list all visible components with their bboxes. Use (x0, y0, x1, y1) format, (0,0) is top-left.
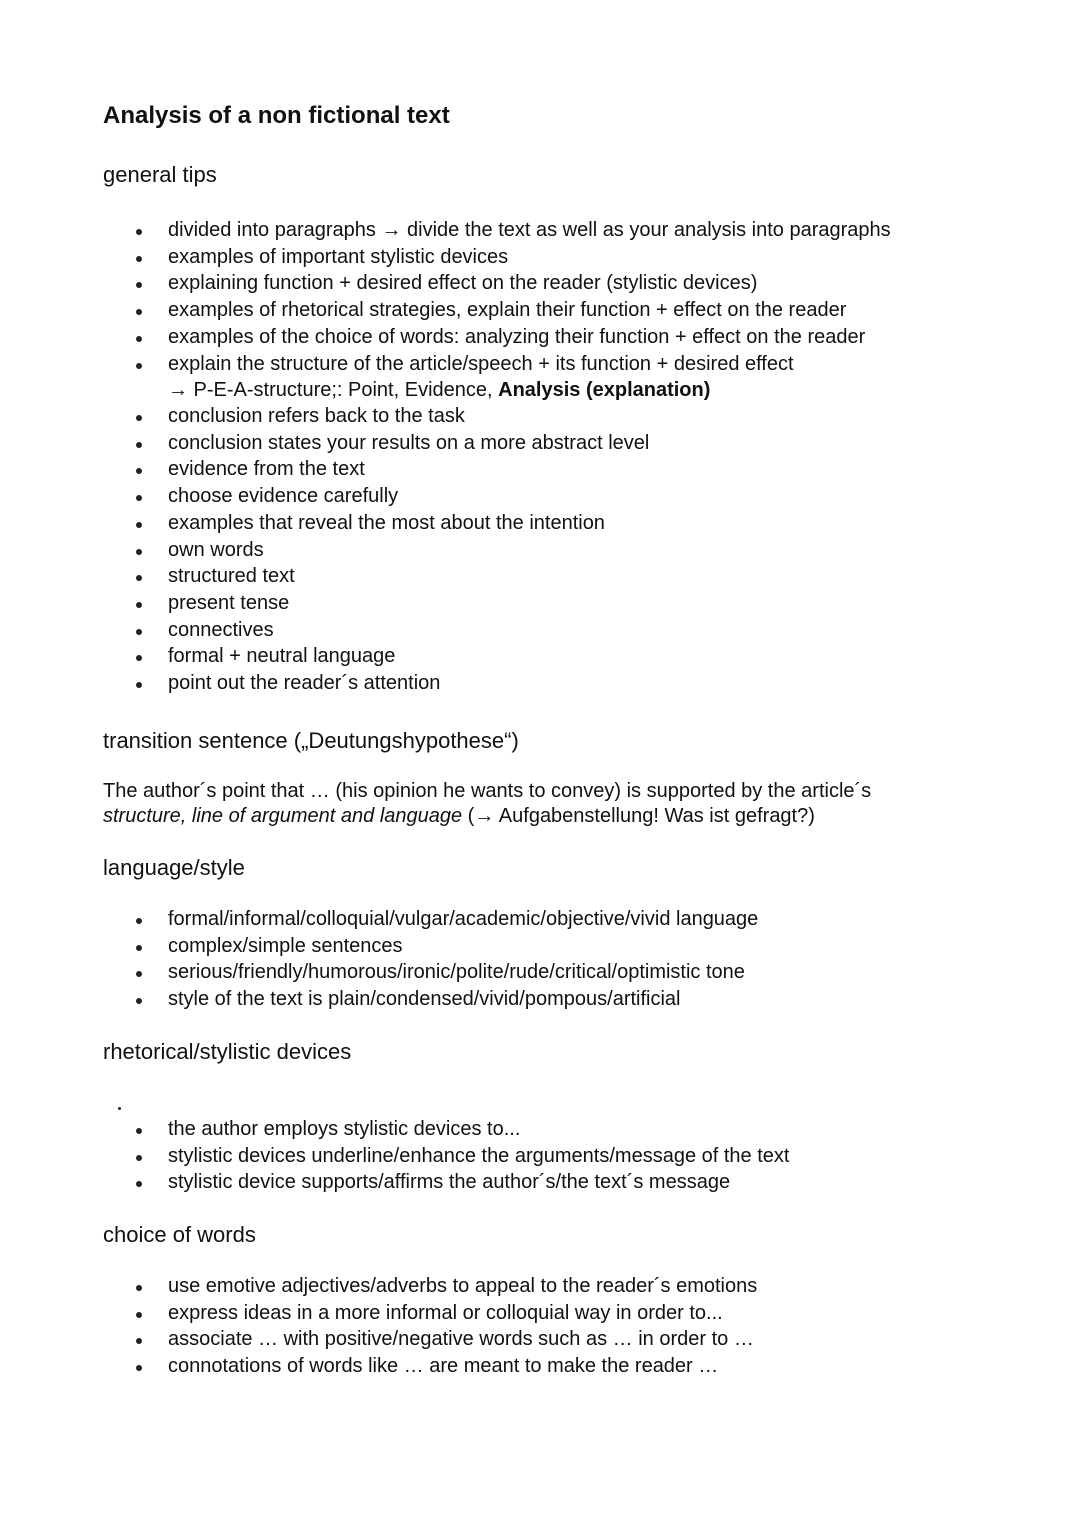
bullet-icon (136, 1128, 142, 1134)
bullet-icon (136, 549, 142, 555)
list-item: divided into paragraphs → divide the text as well as your analysis into paragraphs (103, 217, 1003, 244)
bullet-icon (136, 468, 142, 474)
bullet-icon (136, 1285, 142, 1291)
bullet-icon (136, 602, 142, 608)
list-item: own words (103, 537, 1003, 564)
bullet-icon (136, 1155, 142, 1161)
bullet-icon (136, 1181, 142, 1187)
bullet-icon (136, 629, 142, 635)
bullet-icon (136, 918, 142, 924)
stray-dot-icon (118, 1107, 121, 1110)
list-item: conclusion states your results on a more abstract level (103, 430, 1003, 457)
general-tips-heading: general tips (103, 162, 217, 187)
page-title: Analysis of a non fictional text (103, 102, 450, 129)
choice-of-words-heading: choice of words (103, 1222, 256, 1247)
list-item: style of the text is plain/condensed/vivid/pompous/artificial (103, 986, 1003, 1013)
list-item: express ideas in a more informal or colloquial way in order to... (103, 1300, 1003, 1327)
bullet-icon (136, 256, 142, 262)
bullet-icon (136, 442, 142, 448)
transition-line-1: The author´s point that … (his opinion he wants to convey) is supported by the article´s (103, 780, 872, 802)
pea-bold-text: Analysis (explanation) (498, 379, 711, 402)
list-item: conclusion refers back to the task (103, 403, 1003, 430)
bullet-icon (136, 282, 142, 288)
list-item: the author employs stylistic devices to... (103, 1116, 1003, 1143)
list-item: serious/friendly/humorous/ironic/polite/rude/critical/optimistic tone (103, 959, 1003, 986)
list-item: structured text (103, 563, 1003, 590)
list-item: formal + neutral language (103, 643, 1003, 670)
choice-of-words-list (103, 1273, 1003, 1380)
list-item: explaining function + desired effect on the reader (stylistic devices) (103, 270, 1003, 297)
list-item: present tense (103, 590, 1003, 617)
rhetorical-heading: rhetorical/stylistic devices (103, 1039, 352, 1064)
bullet-icon (136, 998, 142, 1004)
bullet-icon (136, 575, 142, 581)
bullet-icon (136, 229, 142, 235)
bullet-icon (136, 945, 142, 951)
list-item: explain the structure of the article/speech + its function + desired effect (103, 351, 1003, 378)
pea-structure-line: → P-E-A-structure;: Point, Evidence, Analysis (explanation) (168, 379, 711, 402)
transition-paragraph (103, 779, 1003, 829)
general-tips-list (103, 217, 1003, 404)
bullet-icon (136, 971, 142, 977)
list-item: complex/simple sentences (103, 933, 1003, 960)
list-item: use emotive adjectives/adverbs to appeal to the reader´s emotions (103, 1273, 1003, 1300)
bullet-icon (136, 1312, 142, 1318)
bullet-icon (136, 522, 142, 528)
list-item: associate … with positive/negative words such as … in order to … (103, 1326, 1003, 1353)
list-item: choose evidence carefully (103, 483, 1003, 510)
list-item: stylistic device supports/affirms the author´s/the text´s message (103, 1169, 1003, 1196)
list-item: examples of important stylistic devices (103, 244, 1003, 271)
list-item: stylistic devices underline/enhance the arguments/message of the text (103, 1143, 1003, 1170)
list-item: examples that reveal the most about the intention (103, 510, 1003, 537)
transition-line-2-rest: (→ Aufgabenstellung! Was ist gefragt?) (462, 805, 815, 827)
list-item: formal/informal/colloquial/vulgar/academic/objective/vivid language (103, 906, 1003, 933)
list-item: evidence from the text (103, 456, 1003, 483)
list-item: examples of the choice of words: analyzing their function + effect on the reader (103, 324, 1003, 351)
bullet-icon (136, 1365, 142, 1371)
bullet-icon (136, 655, 142, 661)
bullet-icon (136, 336, 142, 342)
bullet-icon (136, 309, 142, 315)
general-tips-list-continued (103, 403, 1003, 697)
bullet-icon (136, 415, 142, 421)
bullet-icon (136, 363, 142, 369)
bullet-icon (136, 682, 142, 688)
transition-italic-text: structure, line of argument and language (103, 805, 463, 827)
list-item: point out the reader´s attention (103, 670, 1003, 697)
bullet-icon (136, 495, 142, 501)
list-item: examples of rhetorical strategies, explain their function + effect on the reader (103, 297, 1003, 324)
rhetorical-list (103, 1116, 1003, 1196)
language-style-list (103, 906, 1003, 1013)
list-item: connectives (103, 617, 1003, 644)
transition-heading: transition sentence („Deutungshypothese“) (103, 728, 519, 753)
list-item: connotations of words like … are meant to make the reader … (103, 1353, 1003, 1380)
bullet-icon (136, 1338, 142, 1344)
language-style-heading: language/style (103, 855, 245, 880)
